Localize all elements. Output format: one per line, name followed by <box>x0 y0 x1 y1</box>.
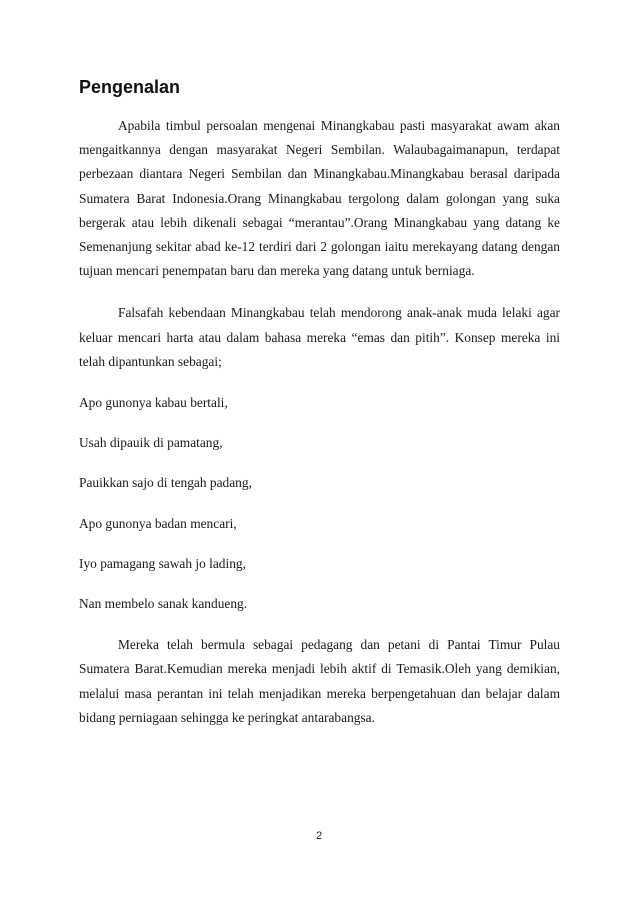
paragraph-falsafah: Falsafah kebendaan Minangkabau telah mendorong anak-anak muda lelaki agar keluar mencari harta atau dalam bahasa mereka “emas dan pitih”. Konsep mereka ini telah dipantunkan sebagai; <box>79 305 560 369</box>
document-body <box>79 114 560 746</box>
poem-line: Apo gunonya badan mencari, <box>79 515 237 531</box>
poem-line: Nan membelo sanak kandueng. <box>79 596 248 612</box>
paragraph-history: Mereka telah bermula sebagai pedagang dan petani di Pantai Timur Pulau Sumatera Barat.Kemudian mereka menjadi lebih aktif di Temasik.Oleh yang demikian, melalui masa perantan ini telah menjadikan mereka berpengetahuan dan belajar dalam bidang perniagaan sehingga ke peringkat antarabangsa. <box>79 637 560 725</box>
poem-line: Iyo pamagang sawah jo lading, <box>79 555 246 571</box>
poem-block <box>79 391 560 616</box>
paragraph-intro: Apabila timbul persoalan mengenai Minangkabau pasti masyarakat awam akan mengaitkannya dengan masyarakat Negeri Sembilan. Walaubagaimanapun, terdapat perbezaan diantara Negeri Sembilan dan Minangkabau.Minangkabau berasal daripada Sumatera Barat Indonesia.Orang Minangkabau tergolong dalam golongan yang suka bergerak atau lebih dikenali sebagai “merantau”.Orang Minangkabau yang datang ke Semenanjung sekitar abad ke-12 terdiri dari 2 golongan iaitu merekayang datang dengan tujuan mencari penempatan baru dan mereka yang datang untuk berniaga. <box>79 118 560 279</box>
page-number: 2 <box>315 830 323 842</box>
poem-line: Apo gunonya kabau bertali, <box>79 395 228 411</box>
section-heading: Pengenalan <box>79 77 181 97</box>
poem-line: Usah dipauik di pamatang, <box>79 435 223 451</box>
poem-line: Pauikkan sajo di tengah padang, <box>79 475 252 491</box>
